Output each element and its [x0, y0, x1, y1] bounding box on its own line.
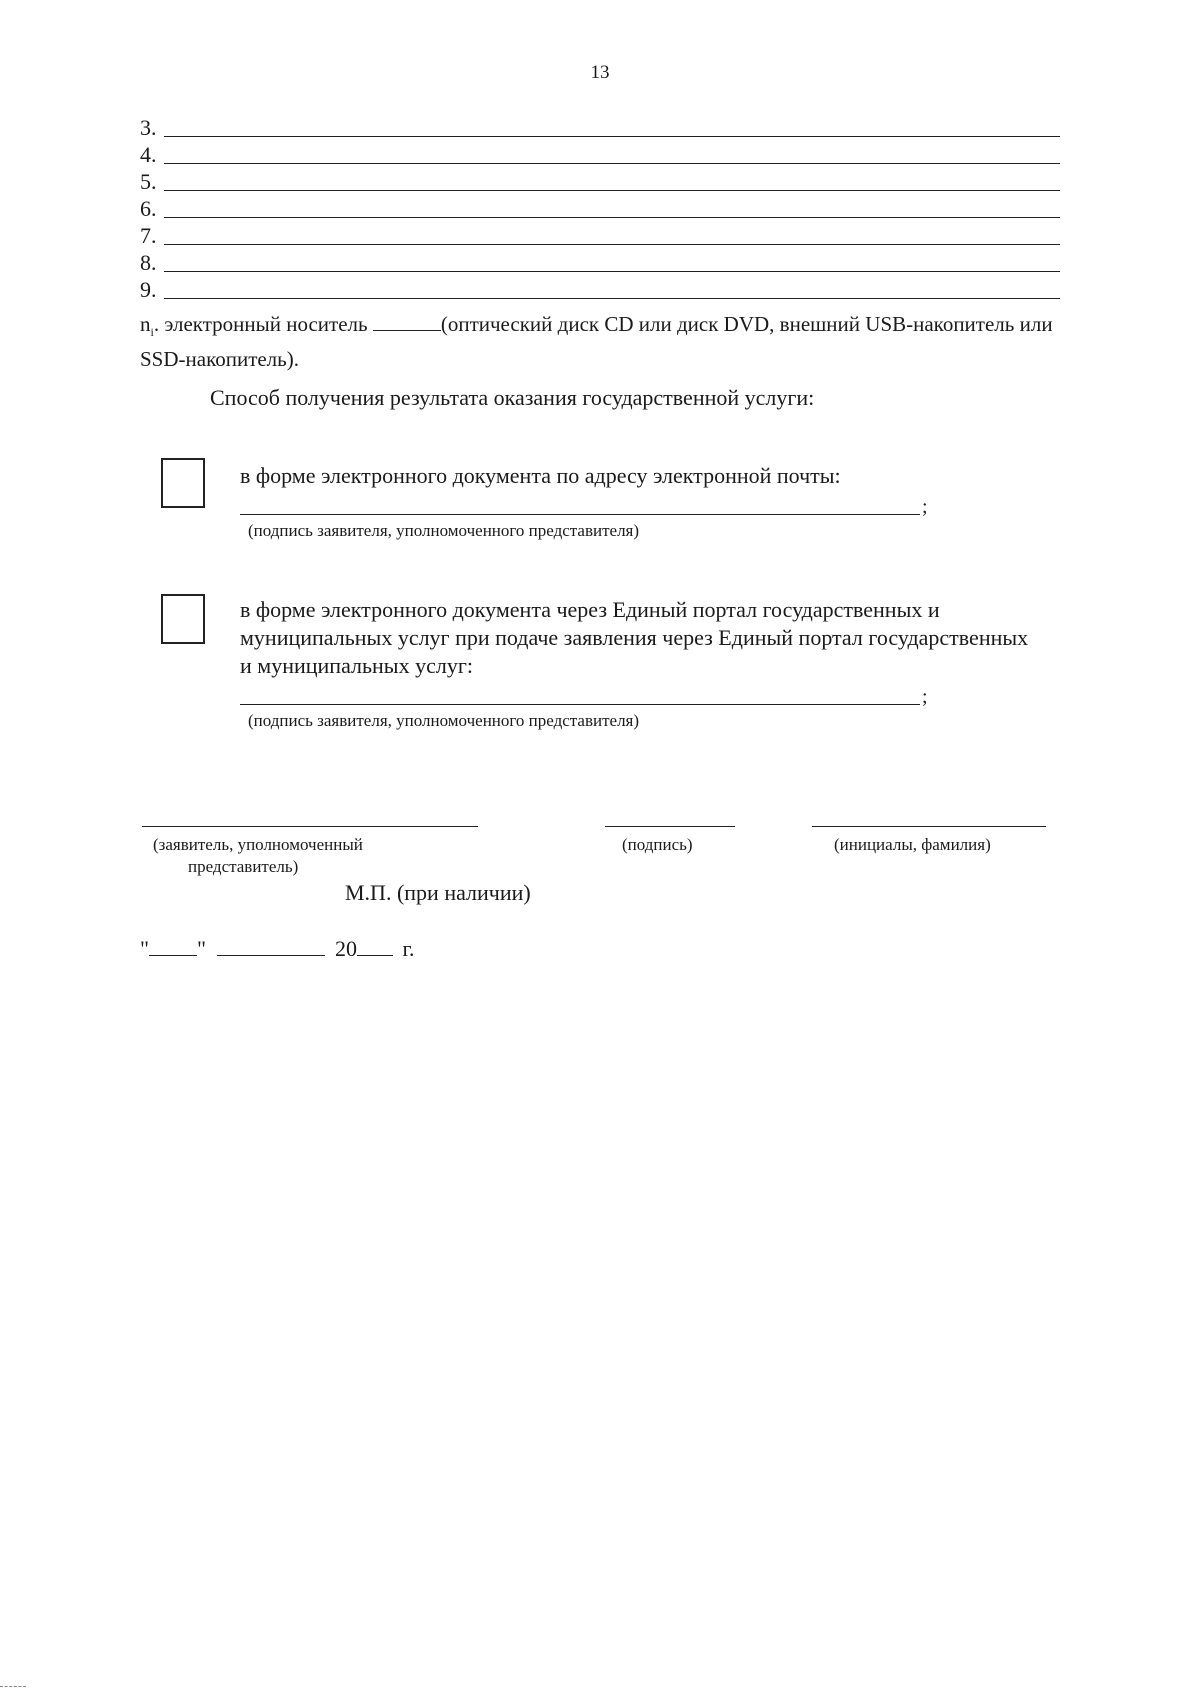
applicant-caption [153, 834, 363, 878]
list-item-number: 6. [140, 196, 157, 221]
list-item-number: 5. [140, 169, 157, 194]
portal-terminator: ; [922, 686, 928, 708]
electronic-media-item [140, 311, 1080, 373]
signature-line[interactable] [605, 826, 735, 827]
name-line[interactable] [812, 826, 1046, 827]
portal-signature-line[interactable] [240, 704, 920, 705]
email-signature-line[interactable] [240, 514, 920, 515]
applicant-line[interactable] [142, 826, 478, 827]
month-field[interactable] [217, 937, 325, 956]
year-field[interactable] [357, 937, 393, 956]
portal-option-text: в форме электронного документа через Единый портал государственных и муниципальных услуг при подаче заявления через Единый портал государственных и муниципальных услуг: [240, 597, 1029, 678]
scan-edge-mark [0, 1686, 26, 1687]
year-suffix: г. [402, 936, 415, 961]
list-item [140, 196, 1060, 222]
fill-in-line[interactable] [164, 163, 1060, 164]
list-item-number: 4. [140, 142, 157, 167]
fill-in-line[interactable] [164, 190, 1060, 191]
media-item-index: i [150, 325, 154, 340]
list-item [140, 277, 1060, 303]
email-signature-caption: (подпись заявителя, уполномоченного представителя) [248, 521, 640, 540]
list-item-number: 3. [140, 115, 157, 140]
name-caption: (инициалы, фамилия) [834, 835, 991, 854]
media-item-label: . электронный носитель [153, 312, 373, 336]
method-heading: Способ получения результата оказания государственной услуги: [210, 385, 815, 410]
applicant-caption-line2: представитель) [188, 857, 299, 876]
list-item [140, 169, 1060, 195]
fill-in-line[interactable] [164, 217, 1060, 218]
applicant-caption-line1: (заявитель, уполномоченный [153, 835, 363, 854]
media-item-prefix: n [140, 312, 151, 336]
fill-in-line[interactable] [164, 271, 1060, 272]
portal-signature-caption: (подпись заявителя, уполномоченного представителя) [248, 711, 640, 730]
date-line [140, 936, 415, 962]
date-quote-open: " [140, 936, 149, 961]
year-prefix: 20 [334, 936, 357, 961]
fill-in-line[interactable] [164, 136, 1060, 137]
fill-in-line[interactable] [164, 298, 1060, 299]
list-item [140, 250, 1060, 276]
list-item-number: 9. [140, 277, 157, 302]
media-item-description: (оптический диск CD или диск DVD, внешний USB-накопитель или SSD-накопитель). [140, 312, 1053, 372]
signature-caption: (подпись) [622, 835, 693, 854]
list-item-number: 7. [140, 223, 157, 248]
email-option-checkbox[interactable] [161, 458, 205, 508]
list-item [140, 142, 1060, 168]
list-item-number: 8. [140, 250, 157, 275]
portal-option-checkbox[interactable] [161, 594, 205, 644]
email-terminator: ; [922, 496, 928, 518]
date-quote-close: " [196, 936, 206, 961]
list-item [140, 223, 1060, 249]
fill-in-line[interactable] [164, 244, 1060, 245]
list-item [140, 115, 1060, 141]
media-count-field[interactable] [373, 314, 441, 331]
email-option-text: в форме электронного документа по адресу электронной почты: [240, 463, 841, 488]
day-field[interactable] [149, 937, 197, 956]
page-number: 13 [590, 62, 610, 83]
stamp-placeholder: М.П. (при наличии) [345, 880, 531, 905]
